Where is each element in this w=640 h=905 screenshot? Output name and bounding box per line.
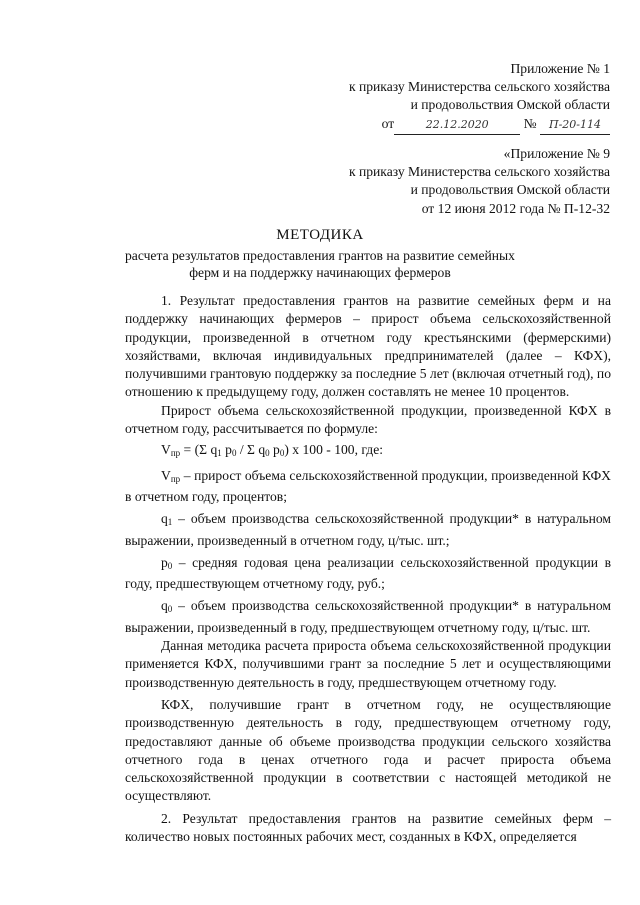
formula-v: V [161,442,171,458]
symbol: V [161,467,171,483]
formula-part: p [221,442,232,458]
document-subtitle [0,247,640,281]
formula-tail: ) x 100 - 100, где: [284,442,384,458]
formula-q1-sub: 1 [217,448,222,459]
paragraph-4: КФХ, получившие грант в отчетном году, не осуществляющие производственную деятельность в году, предшествующем отчетному году, предоставляют данные об объеме производства продукции сельского хозяйства отчетного года в ценах отчетного года и расчет прироста объема сельскохозяйственной продукции в соответствии с настоящей методикой не осуществляют. [125,696,611,804]
formula-p0-sub: 0 [279,448,285,459]
formula-part: = (Σ q [180,442,218,458]
formula-p0-sub: 0 [231,448,237,459]
definition-q0 [125,597,611,637]
subtitle-line-1: расчета результатов предоставления грантов на развитие семейных [125,248,515,263]
paragraph-5: 2. Результат предоставления грантов на развитие семейных ферм – количество новых постоянных рабочих мест, созданных в КФХ, определяется [125,810,611,845]
definition-v [125,467,611,507]
definition-text: – объем производства сельскохозяйственной продукции* в натуральном выражении, произведенный в отчетном году, ц/тыс. шт.; [125,511,611,548]
appendix-9-header [349,145,610,218]
appendix-1-title: Приложение № 1 [510,61,610,76]
symbol-sub: 0 [167,560,173,571]
paragraph-2: Прирост объема сельскохозяйственной продукции, произведенной КФХ в отчетном году, рассчитывается по формуле: [125,402,611,437]
appendix-1-date-number-line [349,115,610,135]
formula [125,441,611,462]
date-prefix: от [381,115,395,131]
definition-p0 [125,554,611,594]
subtitle-line-2: ферм и на поддержку начинающих фермеров [189,265,451,280]
definition-text: – средняя годовая цена реализации сельскохозяйственной продукции в году, предшествующем отчетному году, руб.; [125,554,611,592]
number-prefix: № [523,115,537,131]
formula-v-sub: пр [170,448,181,459]
formula-part: p [269,442,280,458]
symbol: q [161,511,168,527]
definition-text: – прирост объема сельскохозяйственной продукции, произведенной КФХ в отчетном году, процентов; [125,467,611,504]
appendix-1-header [349,60,610,135]
paragraph-3: Данная методика расчета прироста объема сельскохозяйственной продукции применяется КФХ, получившими грант за последние 5 лет и осуществляющими производственную деятельность в году, предшествующем отчетному году. [125,638,611,690]
appendix-1-ministry-line: и продовольствия Омской области [410,97,610,113]
appendix-9-date-line: от 12 июня 2012 года № П-12-32 [421,200,610,216]
appendix-9-ministry-line: и продовольствия Омской области [410,182,610,198]
symbol-sub: 1 [167,517,173,528]
handwritten-number: П-20-114 [540,116,610,135]
handwritten-date: 22.12.2020 [394,116,520,135]
appendix-9-order-line: к приказу Министерства сельского хозяйства [348,164,610,180]
symbol: p [161,554,168,570]
document-body [125,292,611,846]
symbol: q [161,598,168,614]
document-title: МЕТОДИКА [276,227,364,243]
definition-q1 [125,510,611,550]
appendix-9-title: «Приложение № 9 [503,146,610,161]
formula-q0-sub: 0 [265,448,270,459]
formula-part: / Σ q [236,442,266,458]
symbol-sub: пр [170,473,181,484]
paragraph-1: 1. Результат предоставления грантов на развитие семейных ферм и на поддержку начинающих фермеров – прирост объема сельскохозяйственной продукции, произведенной в отчетном году крестьянскими (фермерскими) хозяйствами, включая индивидуальных предпринимателей (далее – КФХ), получившими грантовую поддержку за последние 5 лет (включая отчетный год), по отношению к предыдущему году, должен составлять не менее 10 процентов. [125,293,611,400]
definition-text: – объем производства сельскохозяйственной продукции* в натуральном выражении, произведенный в году, предшествующем отчетному году, ц/тыс. шт. [125,598,611,635]
symbol-sub: 0 [167,604,173,615]
appendix-1-order-line: к приказу Министерства сельского хозяйства [348,79,610,95]
